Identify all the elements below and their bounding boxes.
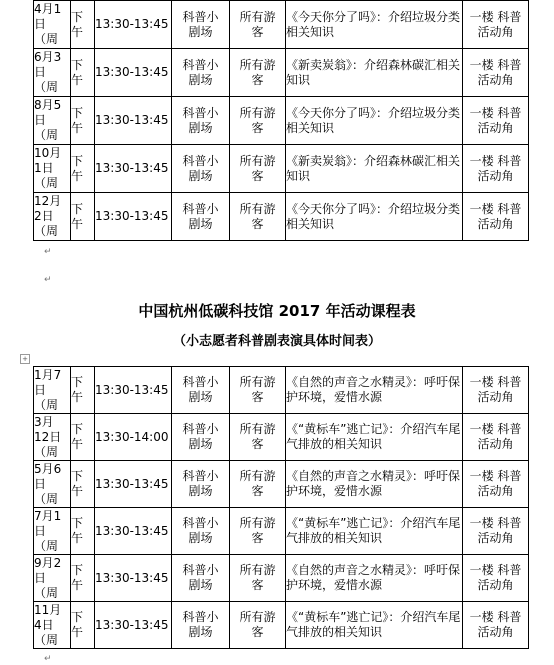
location-cell-text: 一楼 科普 活动角 [469,563,522,592]
period-cell [71,602,95,649]
audience-cell-text: 所有游 客 [239,153,276,183]
topic-cell-text: 《今天你分了吗》：介绍垃圾分类相关知识 [286,105,461,135]
schedule-table-1 [33,0,529,241]
time-cell-text: 13:30-13:45 [95,17,169,31]
table-row [34,461,529,508]
date-cell-text: 4月1 日 （周 [34,2,62,46]
document-subtitle: （小志愿者科普剧表演具体时间表） [172,334,381,349]
location-cell [463,508,529,555]
period-cell [71,555,95,602]
venue-cell [172,414,230,461]
topic-cell-text: 《新卖炭翁》：介绍森林碳汇相关知识 [286,153,461,183]
venue-cell-text: 科普小 剧场 [182,105,219,135]
time-cell-text: 13:30-13:45 [95,382,169,397]
audience-cell-text: 所有游 客 [239,201,276,231]
audience-cell [230,555,286,602]
time-cell [95,555,172,602]
topic-cell [286,508,463,555]
date-cell-text: 3月 12日 （周 [34,414,62,459]
period-cell-text: 下 午 [71,57,84,87]
audience-cell [230,414,286,461]
venue-cell-text: 科普小 剧场 [182,9,219,39]
location-cell [463,97,529,145]
topic-cell [286,145,463,193]
location-cell [463,367,529,414]
period-cell [71,461,95,508]
period-cell-text: 下 午 [71,9,84,39]
table-row [34,145,529,193]
time-cell [95,1,172,49]
location-cell-text: 一楼 科普 活动角 [469,153,522,183]
venue-cell [172,508,230,555]
location-cell [463,145,529,193]
location-cell-text: 一楼 科普 活动角 [469,469,522,498]
table-row [34,367,529,414]
topic-cell-text: 《自然的声音之水精灵》：呼吁保护环境，爱惜水源 [286,563,461,592]
schedule-table-2 [33,366,529,649]
period-cell-text: 下 午 [71,516,84,545]
date-cell [34,602,71,649]
table-row [34,602,529,649]
audience-cell-text: 所有游 客 [239,516,276,545]
audience-cell-text: 所有游 客 [239,105,276,135]
period-cell [71,49,95,97]
venue-cell-text: 科普小 剧场 [182,153,219,183]
topic-cell [286,49,463,97]
topic-cell-text: 《自然的声音之水精灵》：呼吁保护环境，爱惜水源 [286,469,461,498]
period-cell [71,193,95,241]
location-cell [463,555,529,602]
period-cell [71,414,95,461]
period-cell-text: 下 午 [71,105,84,135]
audience-cell-text: 所有游 客 [239,563,276,592]
date-cell [34,193,71,241]
date-cell-text: 5月6 日 （周 [34,461,62,506]
period-cell-text: 下 午 [71,469,84,498]
location-cell [463,1,529,49]
audience-cell-text: 所有游 客 [239,422,276,451]
period-cell [71,508,95,555]
topic-cell-text: 《今天你分了吗》：介绍垃圾分类相关知识 [286,201,461,231]
location-cell [463,193,529,241]
audience-cell [230,461,286,508]
audience-cell [230,193,286,241]
topic-cell-text: 《今天你分了吗》：介绍垃圾分类相关知识 [286,9,461,39]
venue-cell-text: 科普小 剧场 [182,563,219,592]
venue-cell-text: 科普小 剧场 [182,422,219,451]
paragraph-mark: ↵ [44,275,52,285]
topic-cell [286,193,463,241]
location-cell-text: 一楼 科普 活动角 [469,57,522,87]
time-cell-text: 13:30-13:45 [95,570,169,585]
date-cell [34,461,71,508]
time-cell [95,602,172,649]
period-cell [71,145,95,193]
location-cell [463,49,529,97]
period-cell [71,1,95,49]
time-cell [95,145,172,193]
venue-cell [172,193,230,241]
time-cell [95,461,172,508]
location-cell [463,602,529,649]
date-cell [34,508,71,555]
audience-cell-text: 所有游 客 [239,57,276,87]
table-row [34,1,529,49]
period-cell [71,367,95,414]
table-row [34,97,529,145]
audience-cell [230,97,286,145]
time-cell-text: 13:30-13:45 [95,209,169,223]
time-cell-text: 13:30-13:45 [95,113,169,127]
location-cell-text: 一楼 科普 活动角 [469,375,522,404]
period-cell-text: 下 午 [71,375,84,404]
topic-cell [286,461,463,508]
period-cell-text: 下 午 [71,610,84,639]
table-row [34,414,529,461]
venue-cell [172,555,230,602]
audience-cell-text: 所有游 客 [239,375,276,404]
topic-cell [286,97,463,145]
date-cell [34,49,71,97]
topic-cell-text: 《自然的声音之水精灵》：呼吁保护环境，爱惜水源 [286,375,461,404]
date-cell [34,414,71,461]
date-cell [34,1,71,49]
time-cell-text: 13:30-13:45 [95,476,169,491]
venue-cell [172,1,230,49]
topic-cell [286,602,463,649]
date-cell [34,367,71,414]
audience-cell-text: 所有游 客 [239,610,276,639]
table-row [34,49,529,97]
venue-cell [172,602,230,649]
venue-cell [172,461,230,508]
period-cell-text: 下 午 [71,422,84,451]
document-title: 中国杭州低碳科技馆 2017 年活动课程表 [138,302,416,320]
location-cell-text: 一楼 科普 活动角 [469,9,522,39]
time-cell-text: 13:30-13:45 [95,65,169,79]
audience-cell-text: 所有游 客 [239,9,276,39]
period-cell [71,97,95,145]
date-cell [34,145,71,193]
period-cell-text: 下 午 [71,201,84,231]
location-cell-text: 一楼 科普 活动角 [469,105,522,135]
audience-cell [230,602,286,649]
audience-cell [230,1,286,49]
location-cell-text: 一楼 科普 活动角 [469,610,522,639]
date-cell-text: 10月 1日 （周 [34,146,62,190]
time-cell [95,414,172,461]
audience-cell [230,145,286,193]
date-cell [34,97,71,145]
table-move-handle-icon[interactable]: + [20,354,30,364]
time-cell-text: 13:30-13:45 [95,161,169,175]
venue-cell [172,97,230,145]
topic-cell-text: 《“黄标车”逃亡记》：介绍汽车尾气排放的相关知识 [286,516,461,545]
venue-cell [172,49,230,97]
topic-cell [286,367,463,414]
time-cell [95,49,172,97]
paragraph-mark: ↵ [44,654,52,664]
time-cell-text: 13:30-14:00 [95,429,169,444]
table-row [34,508,529,555]
date-cell-text: 7月1 日 （周 [34,508,62,553]
time-cell-text: 13:30-13:45 [95,617,169,632]
venue-cell-text: 科普小 剧场 [182,516,219,545]
time-cell-text: 13:30-13:45 [95,523,169,538]
venue-cell-text: 科普小 剧场 [182,375,219,404]
venue-cell-text: 科普小 剧场 [182,469,219,498]
audience-cell [230,508,286,555]
location-cell [463,414,529,461]
topic-cell-text: 《“黄标车”逃亡记》：介绍汽车尾气排放的相关知识 [286,610,461,639]
venue-cell-text: 科普小 剧场 [182,57,219,87]
audience-cell [230,367,286,414]
paragraph-mark: ↵ [44,247,52,257]
topic-cell [286,555,463,602]
table-row [34,555,529,602]
date-cell-text: 12月 2日 （周 [34,194,62,238]
venue-cell-text: 科普小 剧场 [182,610,219,639]
venue-cell [172,367,230,414]
time-cell [95,193,172,241]
period-cell-text: 下 午 [71,563,84,592]
date-cell [34,555,71,602]
location-cell-text: 一楼 科普 活动角 [469,516,522,545]
location-cell-text: 一楼 科普 活动角 [469,422,522,451]
venue-cell-text: 科普小 剧场 [182,201,219,231]
date-cell-text: 6月3 日 （周 [34,50,62,94]
topic-cell [286,1,463,49]
date-cell-text: 8月5 日 （周 [34,98,62,142]
time-cell [95,367,172,414]
location-cell [463,461,529,508]
topic-cell-text: 《“黄标车”逃亡记》：介绍汽车尾气排放的相关知识 [286,422,461,451]
date-cell-text: 11月 4日 （周 [34,602,62,647]
time-cell [95,508,172,555]
period-cell-text: 下 午 [71,153,84,183]
table-row [34,193,529,241]
location-cell-text: 一楼 科普 活动角 [469,201,522,231]
topic-cell [286,414,463,461]
venue-cell [172,145,230,193]
date-cell-text: 1月7 日 （周 [34,367,62,412]
time-cell [95,97,172,145]
audience-cell [230,49,286,97]
audience-cell-text: 所有游 客 [239,469,276,498]
date-cell-text: 9月2 日 （周 [34,555,62,600]
topic-cell-text: 《新卖炭翁》：介绍森林碳汇相关知识 [286,57,461,87]
